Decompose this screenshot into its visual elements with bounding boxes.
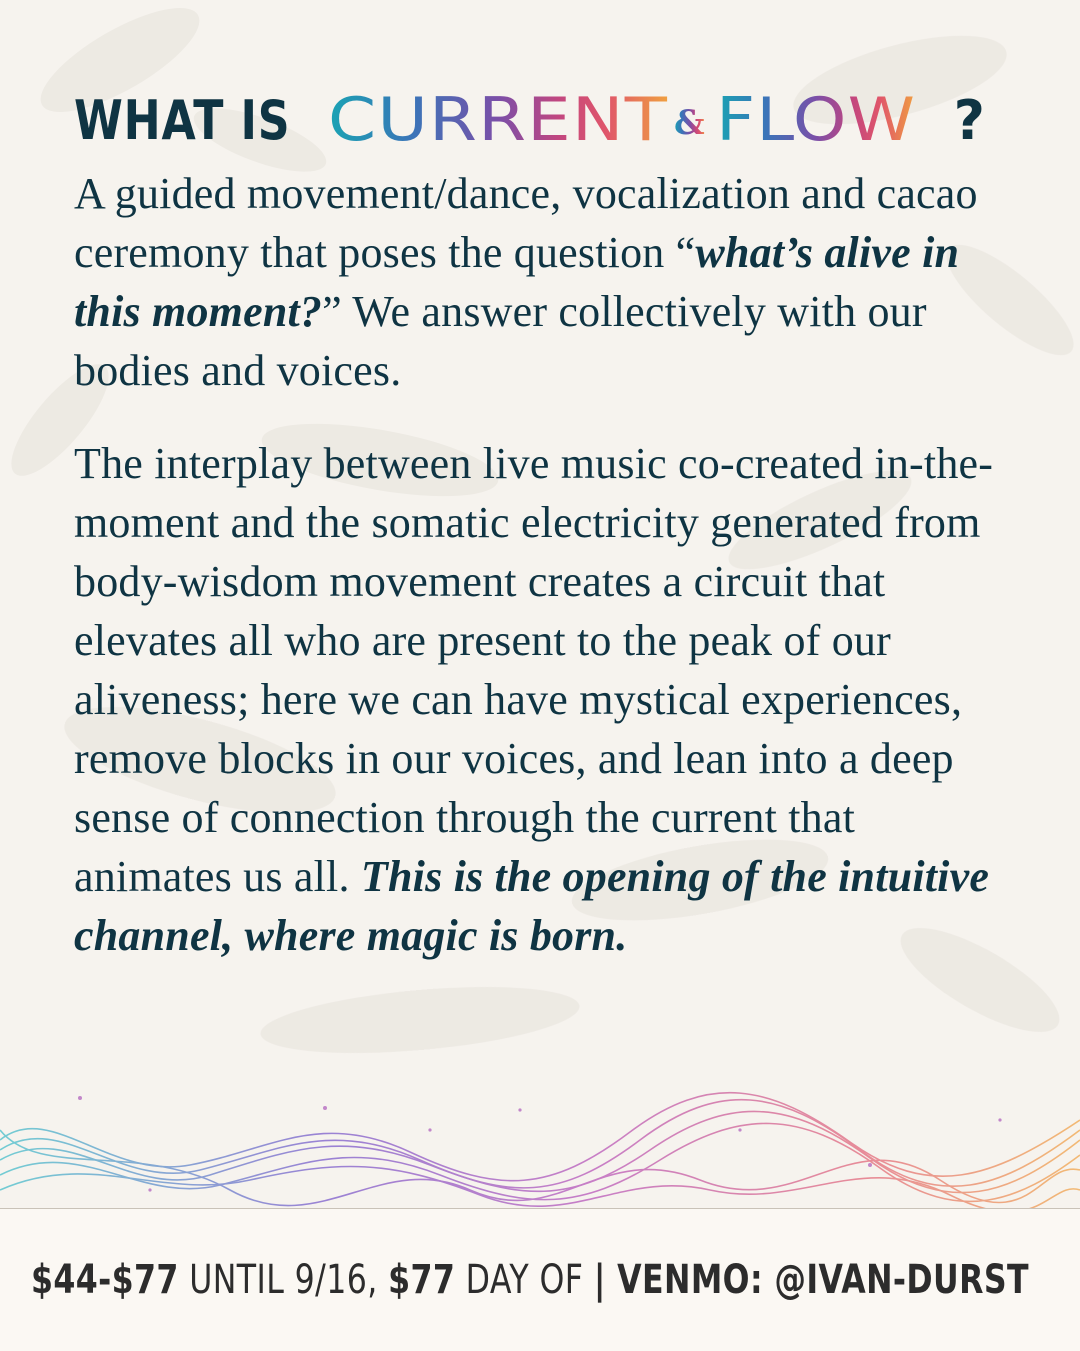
current-and-flow-logo bbox=[328, 84, 928, 156]
pricing-footer bbox=[0, 1208, 1080, 1351]
logo-word-flow: FLOW bbox=[715, 85, 916, 156]
title-prefix: WHAT IS bbox=[74, 89, 291, 152]
intro-text-after: ” We answer collectively with our bodies and voices. bbox=[74, 287, 927, 395]
separator: | bbox=[593, 1257, 618, 1303]
pricing-text bbox=[31, 1257, 1029, 1303]
main-content bbox=[74, 86, 1024, 965]
day-of-price: $77 bbox=[388, 1257, 456, 1303]
body-paragraph bbox=[74, 434, 1024, 965]
body-text: The interplay between live music co-created in-the-moment and the somatic electricity generated from body-wisdom movement creates a circuit that elevates all who are present to the peak of our aliveness; here we can have mystical experiences, remove blocks in our voices, and lean into a deep sense of connection through the current that animates us all. bbox=[74, 439, 994, 901]
decorative-wave-lines bbox=[0, 1080, 1080, 1210]
day-of-text: DAY OF bbox=[455, 1257, 594, 1303]
logo-ampersand: & bbox=[673, 103, 706, 144]
until-text: UNTIL 9/16, bbox=[178, 1257, 389, 1303]
intro-text-before: A guided movement/dance, vocalization and cacao ceremony that poses the question “ bbox=[74, 169, 978, 277]
price-range: $44-$77 bbox=[31, 1257, 179, 1303]
intro-question: what’s alive in this moment? bbox=[74, 228, 960, 336]
intro-paragraph bbox=[74, 164, 1024, 400]
venmo-handle: VENMO: @IVAN-DURST bbox=[617, 1257, 1029, 1303]
page-title bbox=[74, 86, 1024, 156]
logo-word-current: CURRENT bbox=[327, 85, 668, 156]
body-emphasis: This is the opening of the intuitive channel, where magic is born. bbox=[74, 852, 990, 960]
title-question-mark: ? bbox=[953, 89, 986, 152]
